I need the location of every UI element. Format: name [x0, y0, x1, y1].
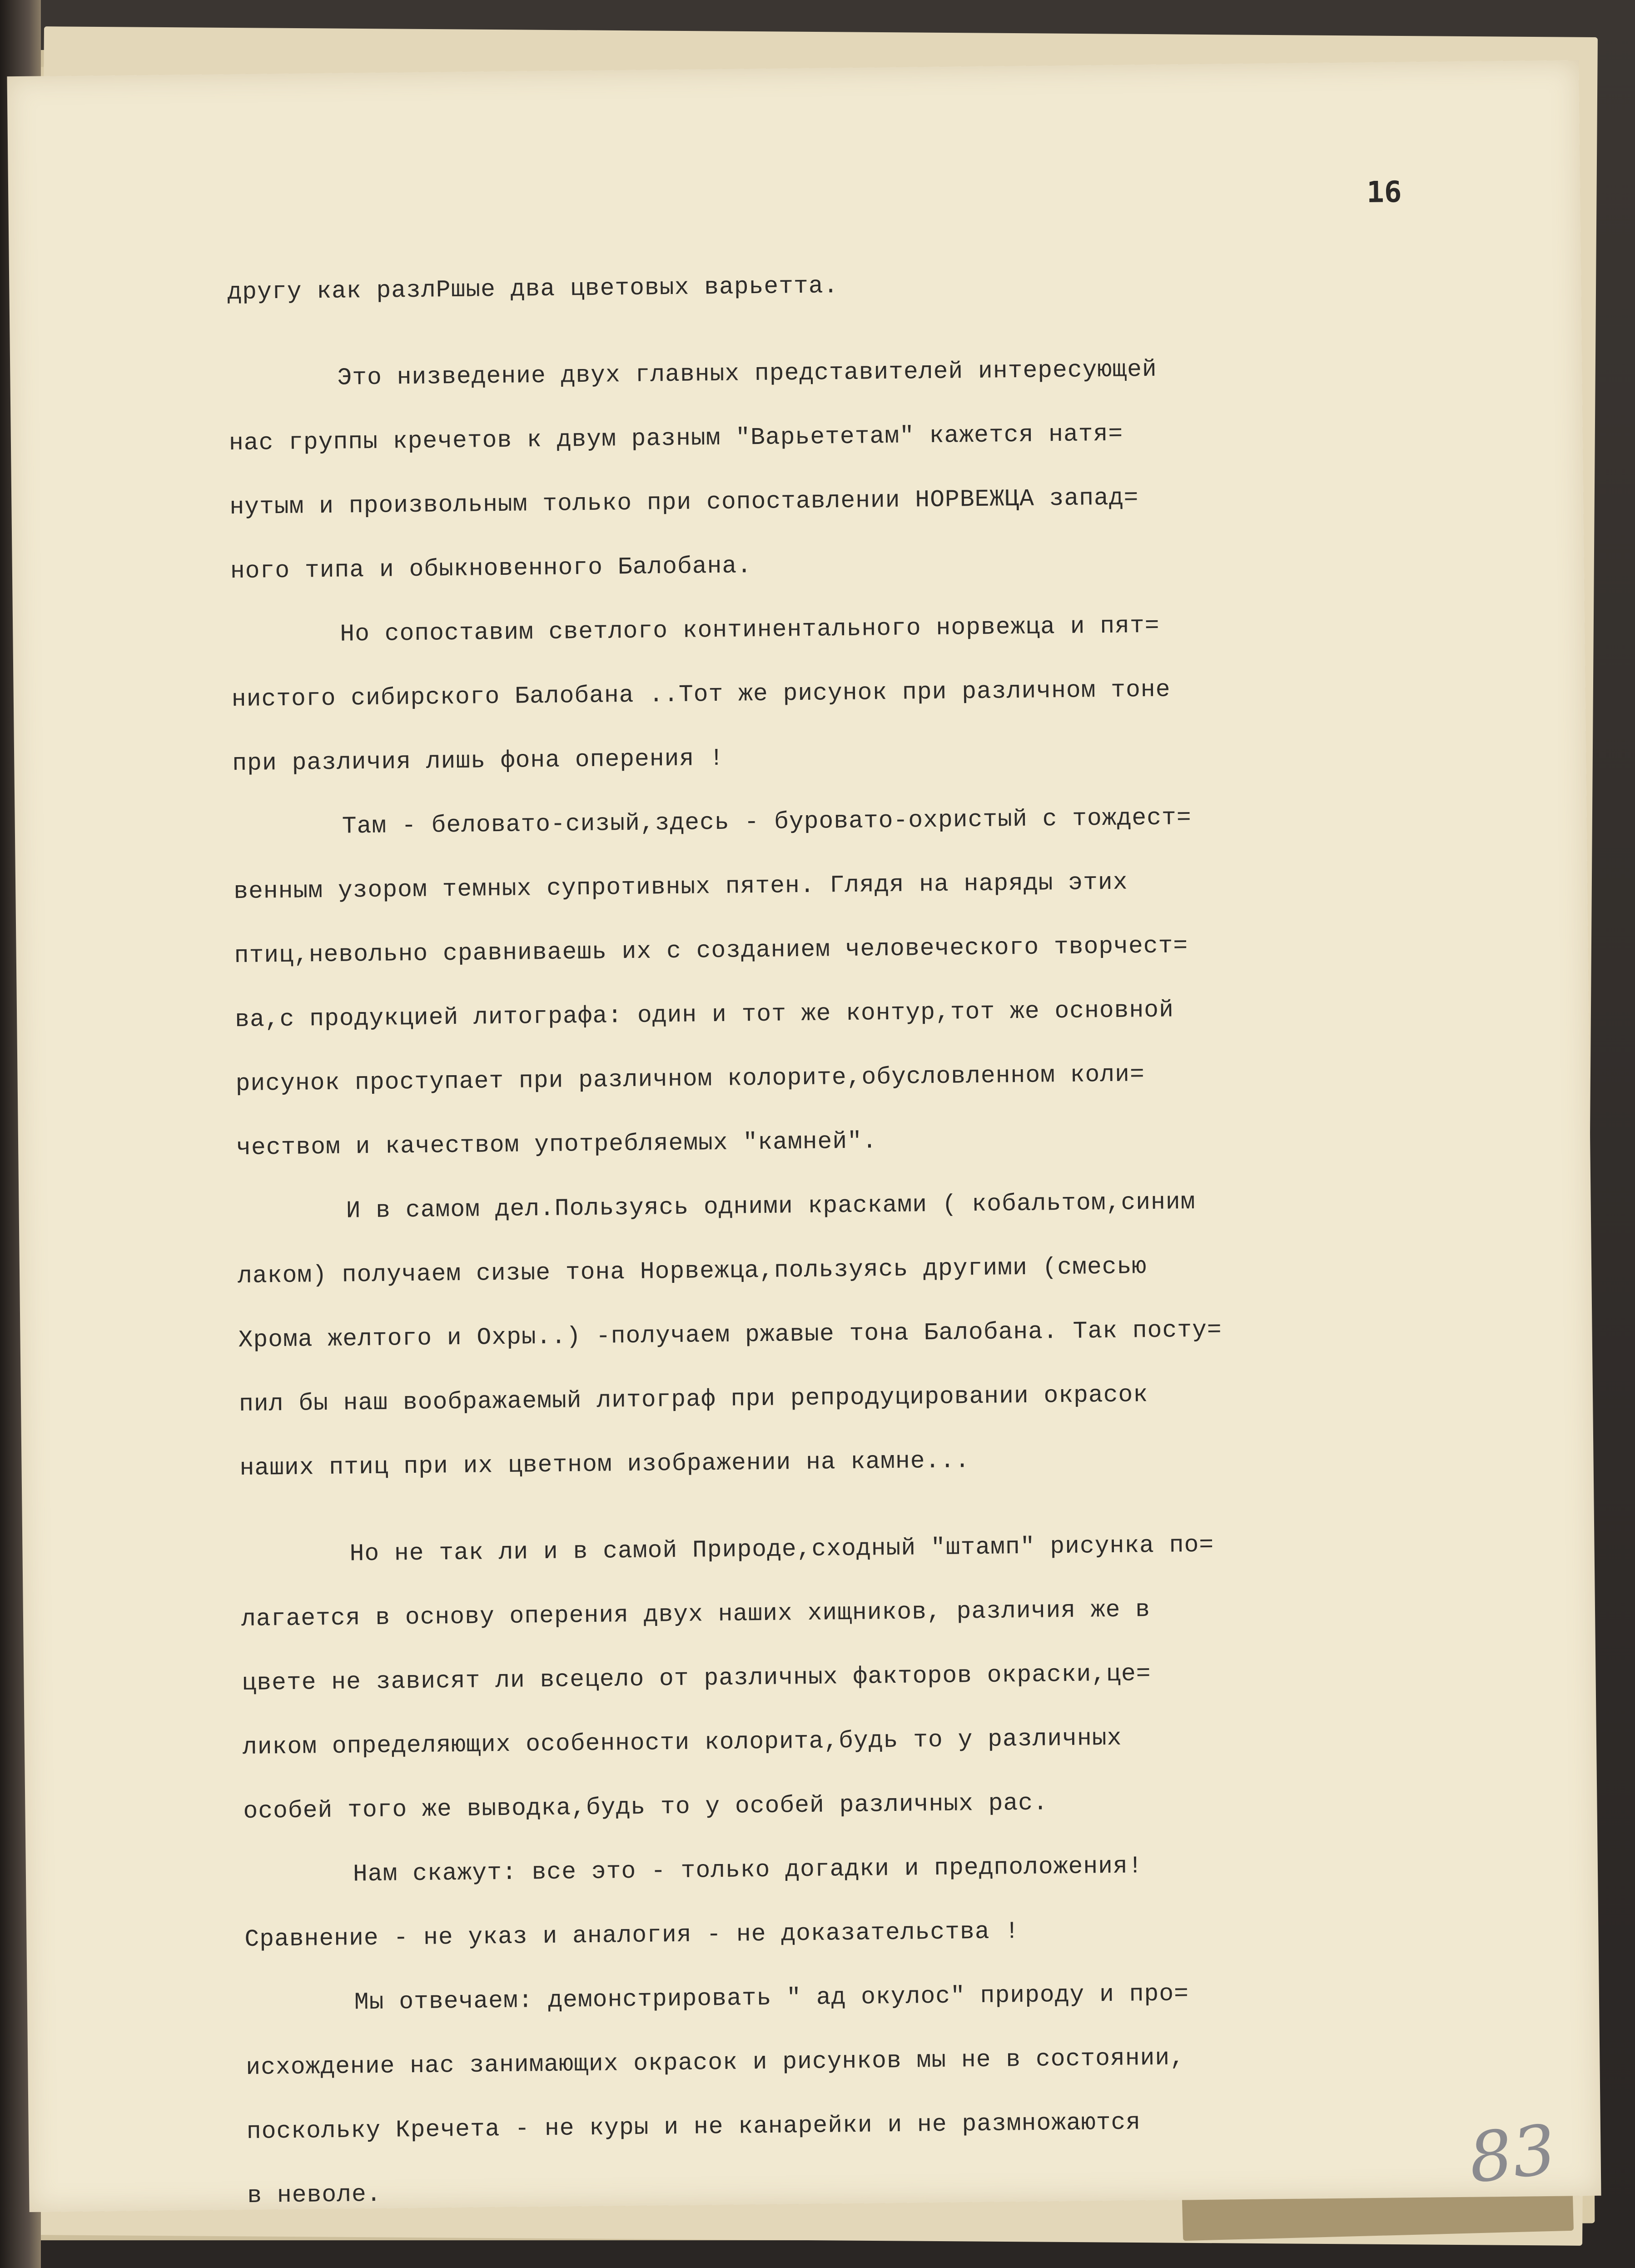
text-line: Мы отвечаем: демонстрировать " ад окулос" природу и про=: [354, 1980, 1189, 2016]
text-line: И в самом дел.Пользуясь одними красками ( кобальтом,синим: [346, 1188, 1196, 1225]
typed-page: [7, 60, 1601, 2212]
body-text: [227, 247, 1565, 2212]
text-line: Нам скажут: все это - только догадки и предположения!: [353, 1852, 1143, 1888]
text-line: нистого сибирского Балобана ..Тот же рисунок при различном тоне: [231, 676, 1171, 713]
text-line: особей того же выводка,будь то у особей различных рас.: [243, 1789, 1049, 1825]
handwritten-folio-number: 83: [1465, 2110, 1560, 2199]
text-line: нас группы кречетов к двум разным "Варьететам" кажется натя=: [229, 420, 1123, 457]
text-line: другу как разлРшые два цветовых варьетта.: [227, 272, 839, 306]
text-line: исхождение нас занимающих окрасок и рисунков мы не в состоянии,: [246, 2044, 1185, 2081]
text-line: цвете не зависят ли всецело от различных факторов окраски,це=: [242, 1660, 1151, 1697]
text-line: ликом определяющих особенности колорита,будь то у различных: [242, 1724, 1122, 1761]
text-line: Но сопоставим светлого континентального норвежца и пят=: [340, 612, 1160, 648]
text-line: лагается в основу оперения двух наших хищников, различия же в: [241, 1596, 1151, 1633]
text-line: при различия лишь фона оперения !: [232, 744, 725, 778]
text-line: птиц,невольно сравниваешь их с созданием человеческого творчест=: [234, 932, 1188, 970]
text-line: Хрома желтого и Охры..) -получаем ржавые тона Балобана. Так посту=: [238, 1316, 1222, 1354]
text-line: рисунок проступает при различном колорите,обусловленном коли=: [235, 1061, 1145, 1098]
text-line: ного типа и обыкновенного Балобана.: [230, 552, 752, 585]
page-number: 16: [1366, 175, 1402, 209]
text-line: чеством и качеством употребляемых "камней".: [236, 1127, 878, 1162]
text-line: поскольку Кречета - не куры и не канарейки и не размножаются: [246, 2108, 1141, 2145]
text-line: венным узором темных супротивных пятен. Глядя на наряды этих: [233, 868, 1128, 906]
text-line: Там - беловато-сизый,здесь - буровато-охристый с тождест=: [342, 804, 1192, 840]
text-line: нутым и произвольным только при сопоставлении НОРВЕЖЦА запад=: [229, 484, 1139, 521]
text-line: Сравнение - не указ и аналогия - не доказательства !: [244, 1918, 1020, 1953]
text-line: в неволе.: [247, 2180, 382, 2209]
text-line: Но не так ли и в самой Природе,сходный "штамп" рисунка по=: [349, 1531, 1214, 1568]
text-line: лаком) получаем сизые тона Норвежца,пользуясь другими (смесью: [237, 1253, 1147, 1290]
text-line: Это низведение двух главных представителей интересующей: [337, 355, 1157, 392]
text-line: наших птиц при их цветном изображении на камне...: [239, 1447, 970, 1482]
text-line: ва,с продукцией литографа: один и тот же контур,тот же основной: [234, 996, 1174, 1034]
text-line: пил бы наш воображаемый литограф при репродуцировании окрасок: [239, 1381, 1148, 1418]
